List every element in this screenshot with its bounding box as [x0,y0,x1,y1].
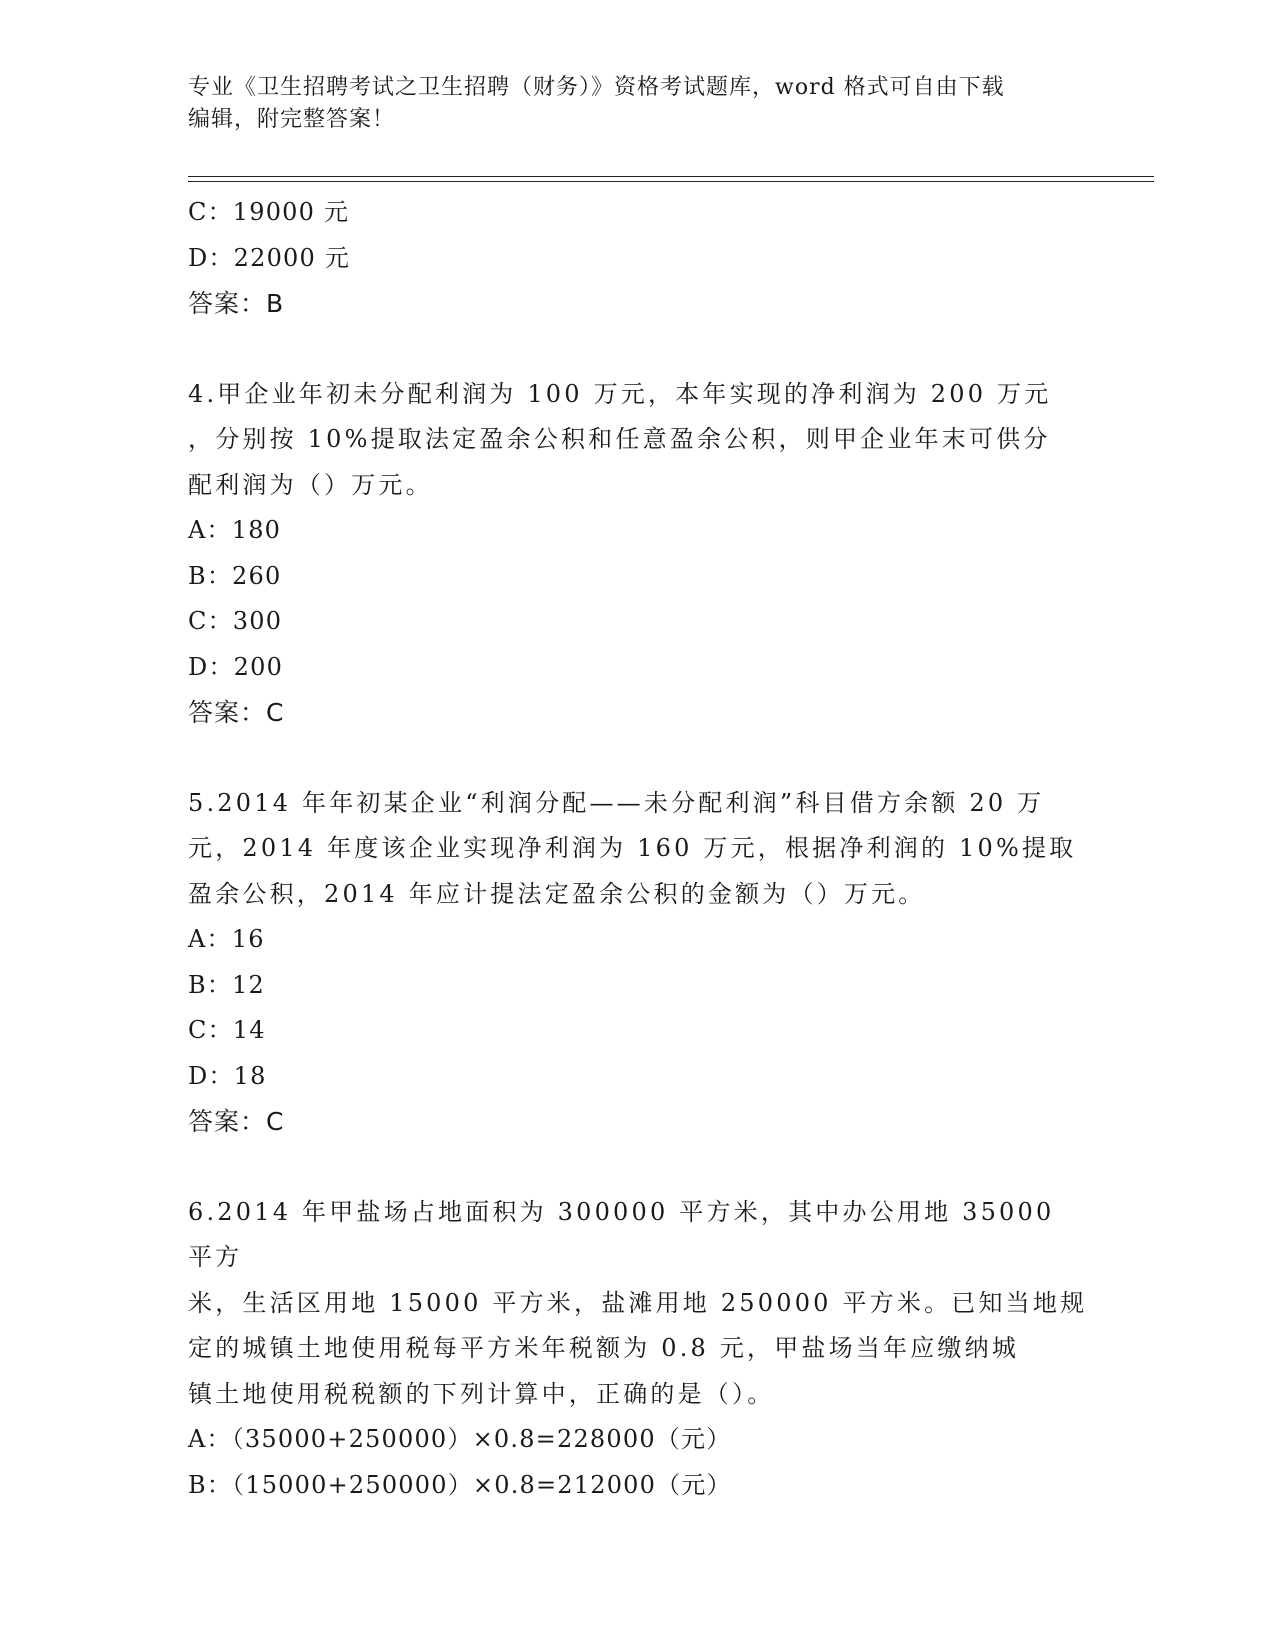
option-d: D：18 [188,1061,267,1090]
option-a: A：16 [188,925,265,953]
answer-line: 答案：B [188,289,285,318]
header-line-2: 编辑，附完整答案！ [188,107,396,132]
question-text-line: 4.甲企业年初未分配利润为 100 万元，本年实现的净利润为 200 万元 [188,379,1052,408]
option-b: B：260 [188,561,282,590]
option-c: C：300 [188,607,283,635]
option-b: B：（15000+250000）×0.8=212000（元） [188,1470,732,1499]
option-b: B：12 [188,970,265,999]
option-d: D：200 [188,652,284,681]
question-text-line: 6.2014 年甲盐场占地面积为 300000 平方米，其中办公用地 35000 平方 [188,1197,1055,1271]
option-a: A：（35000+250000）×0.8=228000（元） [188,1425,732,1453]
question-text-line: 盈余公积，2014 年应计提法定盈余公积的金额为（）万元。 [188,879,926,908]
question-content [188,190,1088,1508]
page-header [188,72,1068,136]
question-text-line: 镇土地使用税税额的下列计算中，正确的是（）。 [188,1379,775,1408]
question-text-line: ，分别按 10%提取法定盈余公积和任意盈余公积，则甲企业年末可供分 [188,425,1051,453]
question-6 [188,1190,1088,1509]
answer-line: 答案：C [188,698,285,727]
question-4 [188,372,1088,736]
question-text-line: 米，生活区用地 15000 平方米，盐滩用地 250000 平方米。已知当地规 [188,1288,1088,1317]
option-c: C：14 [188,1016,266,1044]
question-3-continued [188,190,1088,327]
header-divider [188,176,1154,182]
question-5 [188,781,1088,1145]
question-text-line: 定的城镇土地使用税每平方米年税额为 0.8 元，甲盐场当年应缴纳城 [188,1334,1020,1362]
option-a: A：180 [188,516,282,544]
spacer [188,736,1088,781]
spacer [188,327,1088,372]
spacer [188,1145,1088,1190]
option-c: C：19000 元 [188,198,350,226]
question-text-line: 5.2014 年年初某企业“利润分配——未分配利润”科目借方余额 20 万 [188,788,1045,817]
option-d: D：22000 元 [188,243,351,272]
question-text-line: 配利润为（）万元。 [188,470,433,499]
question-text-line: 元，2014 年度该企业实现净利润为 160 万元，根据净利润的 10%提取 [188,834,1077,862]
answer-line: 答案：C [188,1107,285,1136]
header-line-1: 专业《卫生招聘考试之卫生招聘（财务）》资格考试题库，word 格式可自由下载 [188,75,1005,100]
